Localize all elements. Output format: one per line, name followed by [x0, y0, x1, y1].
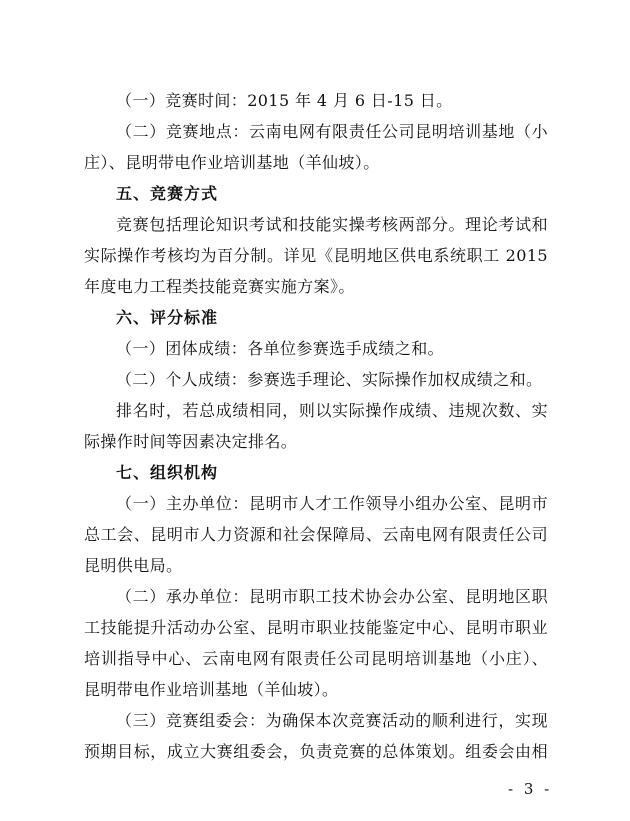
format-paragraph-line-1: 竞赛包括理论知识考试和技能实操考核两部分。理论考试和 — [116, 215, 548, 234]
organizer-unit-line-4: 昆明带电作业培训基地（羊仙坡）。 — [84, 680, 339, 699]
organizer-unit-line-1: （二）承办单位：昆明市职工技术协会办公室、昆明地区职 — [116, 587, 548, 606]
ranking-rule-line-2: 际操作时间等因素决定排名。 — [84, 432, 298, 451]
committee-line-2: 预期目标，成立大赛组委会，负责竞赛的总体策划。组委会由相 — [84, 742, 548, 761]
organizer-unit-line-2: 工技能提升活动办公室、昆明市职业技能鉴定中心、昆明市职业 — [84, 618, 548, 637]
competition-venue-line-1: （二）竞赛地点：云南电网有限责任公司昆明培训基地（小 — [116, 122, 548, 141]
host-unit-line-2: 总工会、昆明市人力资源和社会保障局、云南电网有限责任公司 — [84, 525, 548, 544]
organizer-unit-line-3: 培训指导中心、云南电网有限责任公司昆明培训基地（小庄）、 — [84, 649, 548, 668]
host-unit-line-3: 昆明供电局。 — [84, 556, 183, 575]
ranking-rule-line-1: 排名时，若总成绩相同，则以实际操作成绩、违规次数、实 — [116, 401, 548, 420]
competition-venue-line-2: 庄）、昆明带电作业培训基地（羊仙坡）。 — [84, 153, 380, 172]
section-heading-format: 五、竞赛方式 — [116, 184, 219, 203]
format-paragraph-line-2: 实际操作考核均为百分制。详见《昆明地区供电系统职工 2015 — [84, 246, 548, 265]
competition-time-line: （一）竞赛时间：2015 年 4 月 6 日-15 日。 — [116, 91, 453, 110]
section-heading-organization: 七、组织机构 — [116, 463, 219, 482]
host-unit-line-1: （一）主办单位：昆明市人才工作领导小组办公室、昆明市 — [116, 494, 548, 513]
team-score-line: （一）团体成绩：各单位参赛选手成绩之和。 — [116, 339, 445, 358]
individual-score-line: （二）个人成绩：参赛选手理论、实际操作加权成绩之和。 — [116, 370, 543, 389]
page-number: - 3 - — [508, 780, 553, 798]
format-paragraph-line-3: 年度电力工程类技能竞赛实施方案》。 — [84, 277, 355, 296]
section-heading-scoring: 六、评分标准 — [116, 308, 219, 327]
committee-line-1: （三）竞赛组委会：为确保本次竞赛活动的顺利进行，实现 — [116, 711, 548, 730]
